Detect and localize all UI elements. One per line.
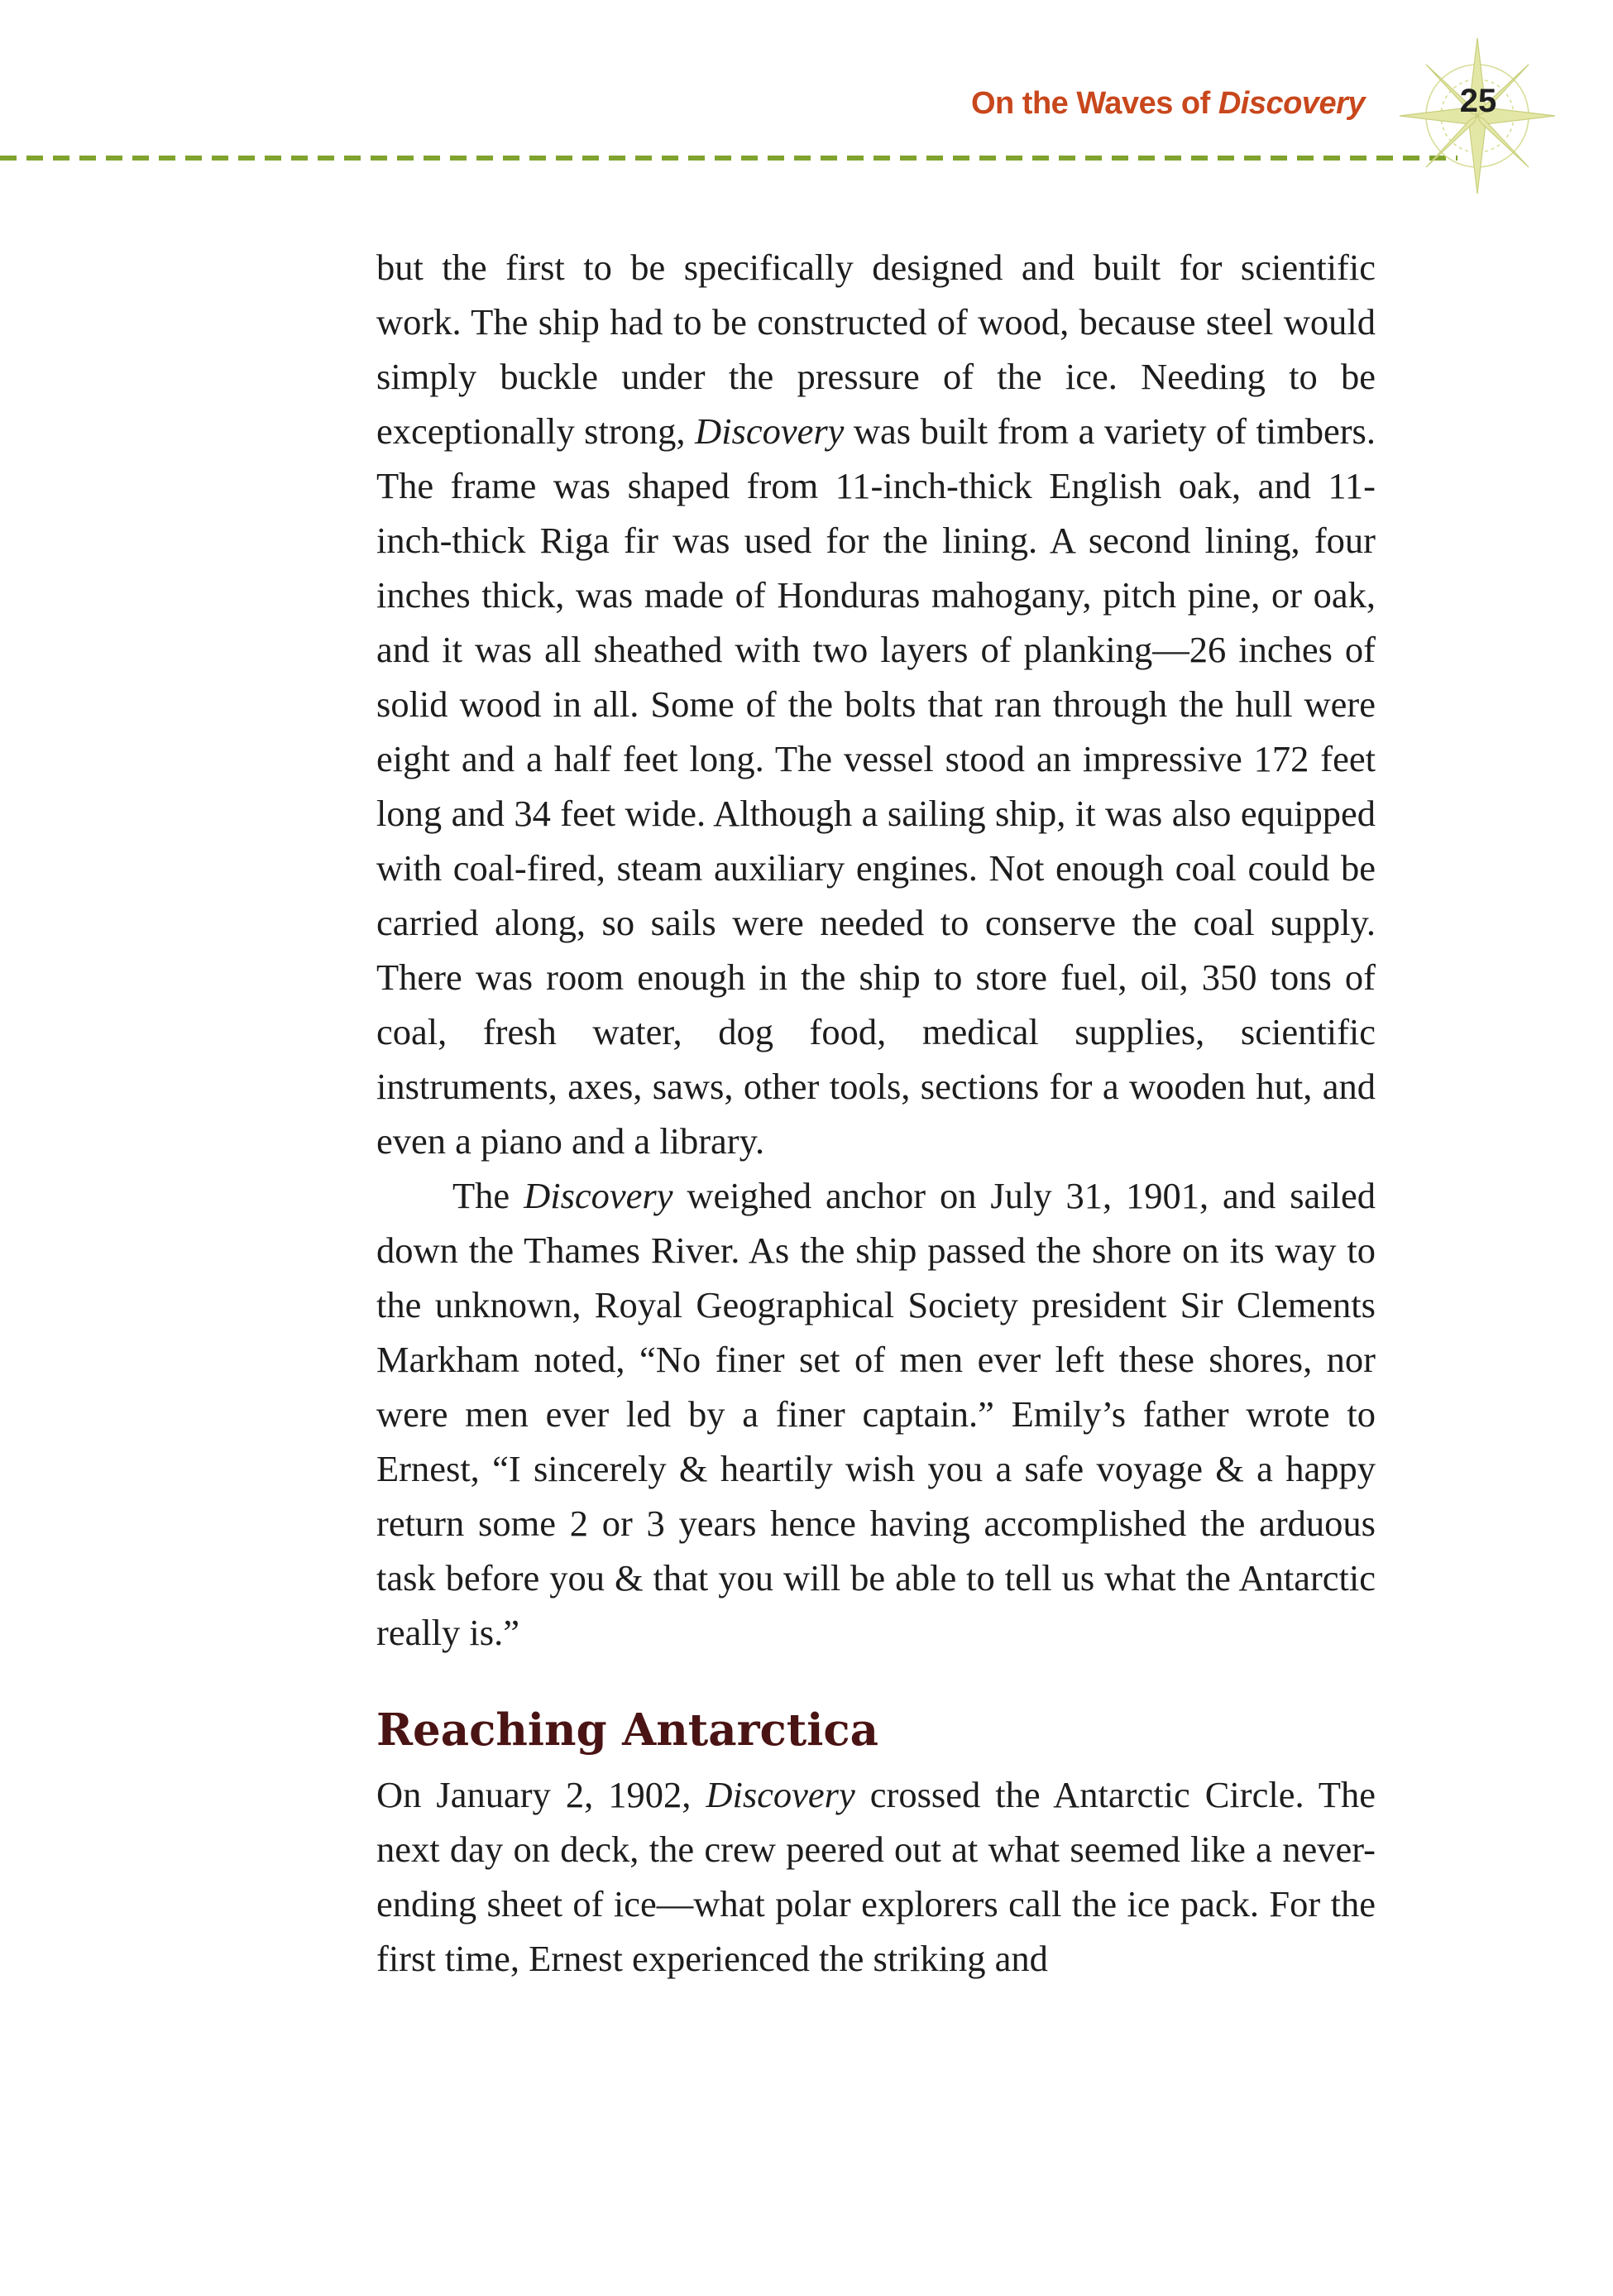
paragraph-text: but the first to be specifically designed and built for scientific work. The ship had to be constructed of wood, because steel would simply buckle under the pressure of the ice. Needing to be exceptionally strong,: [376, 247, 1376, 452]
paragraph-text: The: [452, 1175, 524, 1216]
paragraph-text: weighed anchor on July 31, 1901, and sailed down the Thames River. As the ship passed the shore on its way to the unknown, Royal Geographical Society president Sir Clements Markham noted, “No finer set of men ever left these shores, nor were men ever led by a finer captain.” Emily’s father wrote to Ernest, “I sincerely & heartily wish you a safe voyage & a happy return some 2 or 3 years hence having accomplished the arduous task before you & that you will be able to tell us what the Antarctic really is.”: [376, 1175, 1376, 1653]
running-head-text: On the Waves of: [970, 86, 1218, 121]
ship-name: Discovery: [524, 1175, 673, 1216]
paragraph-text: was built from a variety of timbers. The frame was shaped from 11-inch-thick English oak, and 11-inch-thick Riga fir was used for the lining. A second lining, four inches thick, was made of Honduras mahogany, pitch pine, or oak, and it was all sheathed with two layers of planking—26 inches of solid wood in all. Some of the bolts that ran through the hull were eight and a half feet long. The vessel stood an impressive 172 feet long and 34 feet wide. Although a sailing ship, it was also equipped with coal-fired, steam auxiliary engines. Not enough coal could be carried along, so sails were needed to conserve the coal supply. There was room enough in the ship to store fuel, oil, 350 tons of coal, fresh water, dog food, medical supplies, scientific instruments, axes, saws, other tools, sections for a wooden hut, and even a piano and a library.: [376, 410, 1376, 1162]
page-number: 25: [1459, 83, 1497, 119]
body-text: [376, 240, 1376, 1986]
paragraph-ship-construction: [376, 240, 1376, 1168]
paragraph-text: On January 2, 1902,: [376, 1774, 706, 1815]
paragraph-antarctic-circle: [376, 1767, 1376, 1986]
section-heading: Reaching Antarctica: [376, 1704, 878, 1756]
dashed-rule: [0, 156, 1457, 161]
paragraph-departure: [376, 1168, 1376, 1660]
paragraph-text: crossed the Antarctic Circle. The next day on deck, the crew peered out at what seemed like a never-ending sheet of ice—what polar explorers call the ice pack. For the first time, Ernest experienced the striking and: [376, 1774, 1376, 1979]
running-head-italic: Discovery: [1218, 86, 1365, 121]
page-header: [0, 0, 1613, 190]
running-head: [971, 86, 1365, 122]
ship-name: Discovery: [706, 1774, 855, 1815]
ship-name: Discovery: [695, 410, 845, 452]
